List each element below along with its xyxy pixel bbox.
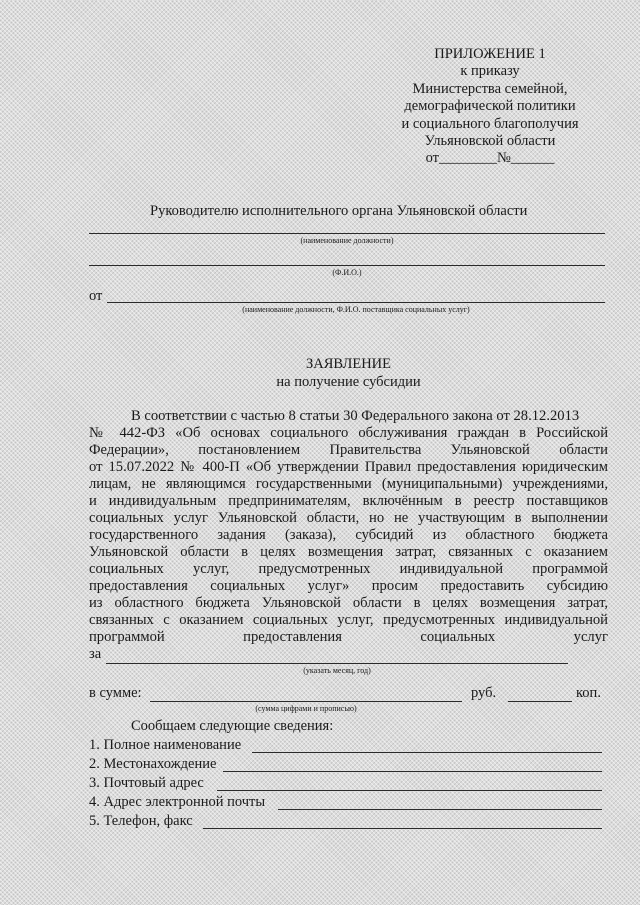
body-line-13: связанных с оказанием социальных услуг, предусмотренных индивидуальной bbox=[89, 612, 608, 628]
amount-kop-line[interactable] bbox=[508, 701, 572, 702]
phone-field[interactable] bbox=[203, 828, 602, 829]
from-label: от bbox=[89, 288, 103, 304]
ministry-line-3: и социального благополучия bbox=[401, 115, 579, 132]
period-line[interactable] bbox=[106, 663, 568, 664]
position-caption: (наименование должности) bbox=[300, 236, 394, 245]
body-line-2: № 442-ФЗ «Об основах социального обслуживания граждан в Российской bbox=[89, 425, 608, 441]
body-line-5: лицам, не являющимся государственными (муниципальными) учреждениями, bbox=[89, 476, 608, 492]
addressee-title: Руководителю исполнительного органа Ульяновской области bbox=[150, 203, 528, 219]
body-line-14: программой предоставления социальных услуг bbox=[89, 629, 608, 645]
body-line-9: Ульяновской области в целях возмещения затрат, связанных с оказанием bbox=[89, 544, 608, 560]
kop-label: коп. bbox=[576, 685, 601, 701]
ministry-line-4: Ульяновской области bbox=[424, 133, 556, 150]
email-field[interactable] bbox=[278, 809, 602, 810]
period-caption: (указать месяц, год) bbox=[303, 666, 371, 675]
body-line-7: социальных услуг Ульяновской области, но не участвующим в выполнении bbox=[89, 510, 608, 526]
from-caption: (наименование должности, Ф.И.О. поставщика социальных услуг) bbox=[242, 305, 470, 314]
amount-caption: (сумма цифрами и прописью) bbox=[255, 704, 357, 713]
full-name-field[interactable] bbox=[252, 752, 602, 753]
info-item-email: 4. Адрес электронной почты bbox=[89, 794, 266, 810]
body-line-11: предоставления социальных услуг» просим предоставить субсидию bbox=[89, 578, 608, 594]
postal-address-field[interactable] bbox=[217, 790, 602, 791]
amount-rub-line[interactable] bbox=[150, 701, 462, 702]
ministry-line-1: Министерства семейной, bbox=[412, 80, 568, 97]
rub-label: руб. bbox=[471, 685, 497, 701]
body-line-12: из областного бюджета Ульяновской области в целях возмещения затрат, bbox=[89, 595, 608, 611]
appendix-header bbox=[380, 46, 600, 168]
info-intro: Сообщаем следующие сведения: bbox=[131, 718, 334, 734]
info-item-phone: 5. Телефон, факс bbox=[89, 813, 193, 829]
appendix-title: ПРИЛОЖЕНИЕ 1 bbox=[434, 46, 546, 62]
body-line-3: Федерации», постановлением Правительства Ульяновской области bbox=[89, 442, 608, 458]
statement-title: ЗАЯВЛЕНИЕ bbox=[305, 356, 392, 372]
body-line-10: социальных услуг, предусмотренных индивидуальной программой bbox=[89, 561, 608, 577]
body-line-6: и индивидуальным предпринимателям, включённым в реестр поставщиков bbox=[89, 493, 608, 509]
position-line bbox=[89, 233, 605, 234]
to-order-line: к приказу bbox=[460, 63, 520, 80]
fio-line bbox=[89, 265, 605, 266]
statement-subtitle: на получение субсидии bbox=[276, 374, 421, 390]
amount-label: в сумме: bbox=[89, 685, 142, 701]
info-item-location: 2. Местонахождение bbox=[89, 756, 217, 772]
location-field[interactable] bbox=[223, 771, 602, 772]
ministry-line-2: демографической политики bbox=[404, 98, 576, 115]
fio-caption: (Ф.И.О.) bbox=[332, 268, 362, 277]
order-date-number: от________№______ bbox=[425, 150, 555, 167]
from-line bbox=[107, 302, 605, 303]
body-line-1: В соответствии с частью 8 статьи 30 Федерального закона от 28.12.2013 bbox=[131, 408, 580, 424]
info-item-full-name: 1. Полное наименование bbox=[89, 737, 242, 753]
body-line-4: от 15.07.2022 № 400-П «Об утверждении Правил предоставления юридическим bbox=[89, 459, 608, 475]
body-line-8: государственного задания (заказа), субсидий из областного бюджета bbox=[89, 527, 608, 543]
info-item-postal-address: 3. Почтовый адрес bbox=[89, 775, 204, 791]
period-label: за bbox=[89, 646, 102, 662]
